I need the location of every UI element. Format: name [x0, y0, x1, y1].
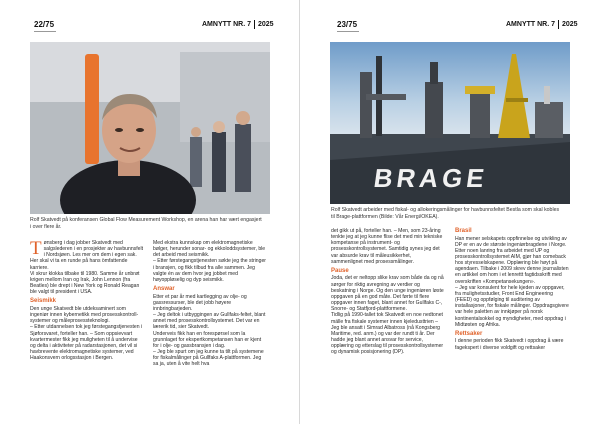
paragraph: det gikk ut på, forteller han. – Men, som 23-åring tenkte jeg at jeg kunne flise det med min tekniske kompetanse på instrument- og prosesskontrollsystemet. Samtidig synes jeg det var absurde krav til måleusikkerhet, sammenlignet med prosessmålinger. — [331, 228, 443, 265]
left-magazine-name: AMNYTT NR. 7 — [202, 21, 251, 28]
left-magazine-year: 2025 — [258, 21, 274, 28]
section-heading: Answar — [153, 286, 175, 293]
paragraph: – Etter førstegangstjenesten søkte jeg the stringer i bransjen, og fikk tilbud fra alle sammen. Jeg valgte én av dem hvor jeg jobbet med høyoppløselig og dyp seismikk. — [153, 258, 266, 283]
platform-deck-lettering: BRAGE — [371, 163, 490, 193]
paragraph: Den unge Skatvedt ble utdeksaminert som ingeniør innen kybernetikk med prosesskontroll-systemer og måleprosessteknologi. — [30, 305, 139, 325]
intro-paragraph — [30, 240, 143, 271]
portrait-illustration — [30, 42, 270, 214]
portrait-caption: Rolf Skatvedt på konferansen Global Flow Measurement Workshop, en arena han har vært engasjert i over flere år. — [30, 217, 262, 230]
right-page-number: 23/75 — [337, 20, 358, 29]
paragraph: Underveis fikk han en forespørsel som la grunnlaget for ekspertkompetansen han er kjent for i olje- og gassbransjen i dag. — [153, 330, 262, 349]
drop-cap: T — [30, 238, 42, 259]
paragraph: – Jeg ble spurt om jeg kunne ta tilt på systemene for fiskalmålinger på Gullfaks A-plattformen. Jeg sa ja, uten å vite helt hva — [153, 349, 264, 368]
left-magazine-header — [202, 20, 274, 29]
right-magazine-year: 2025 — [562, 21, 578, 28]
intro-text: ønsberg i dag jobber Skatvedt med salgslederen i en prosjekter av havbunnsfelt i Nordsjøen. Les mer om dem i egen sak. Her skal vi ta en runde på hans ömfattende karriere. — [30, 240, 143, 271]
paragraph: Joda, det er neltopp slike krav som både da og nå sørger for riktig avregning av verdier og beskatning i Norge. Og den unge ingeniøren løste oppgaven på en god måte. Det førte til flere oppgaver innen faget, blant annet for Gullfaks C-, Snorre- og Statfjord-plattformene. — [331, 275, 444, 313]
platform-photo — [330, 42, 570, 204]
platform-caption: Rolf Skatvedt arbeider med fiskal- og allokeringsmålinger for havbunnsfeltet Bestla som skal kobles til Brage-plattformen (Bilde: Vår Energi/OKEA). — [331, 207, 560, 220]
left-header-divider — [254, 20, 255, 29]
left-page-number: 22/75 — [34, 20, 55, 29]
section-heading: Seismikk — [30, 298, 57, 305]
right-magazine-header — [506, 20, 578, 29]
paragraph: Med ekstra kunnskap om elektromagnetiske bølger, herunder sonar- og ekkoloddsystemer, ble det arbeid med seismikk. — [153, 240, 266, 259]
right-header-divider — [558, 20, 559, 29]
right-column-2 — [455, 228, 569, 351]
platform-illustration — [330, 42, 570, 204]
paragraph: Vi skrur klokka tilbake til 1980. Samme år unbrøt krigen mellom Iran og Irak, John Lennon (fra Beatles) ble drept i New York og Ronald Reagan ble valgt til president i USA. — [30, 270, 140, 296]
paragraph: Han mener selskapets oppfinnelse og utvikling av DP er en av de største ingeniørbragdene i Norge. Etter noen lanring fra arbeidet med UP og prosesskontrollsystemet AIM, gjør han comeback hos styresselskapene. Opplæring ble høyt på agendaen. Tilbake i 2009 skrev denne journalisten en artikkel om hom i et lenrettt fagtidsskrift med overskriften «Kompetansekungen». — [455, 235, 569, 285]
section-heading: Pause — [331, 267, 349, 274]
paragraph: – Jeg var konsulent for hele kjeden av oppgaver, fra mulighetsstudier, Front End Engineering (FEED) og oppfølging til auditering av installasjoner, for fiskale målinger. Oppdragsgivere var hele paletten av innkjøper på norsk kontinentalsokkel og myndigheter, med oppdrag i Midtøsten og Afrika. — [455, 284, 569, 328]
right-column-1 — [331, 228, 444, 355]
paragraph: Tidlig på 1990-tallet tok Skatvedt en noe nedtonet mälle fra fiskale systemer innen kjeledusttrien – Jeg ble ansatt i Simrad Albatross (nå Kongsberg Maritime, red. anm.) og var der rundt ti år. Der hadde jeg blant annet ansvar for service, opplæring og etterslag til prosesskontrollsystemer og dynamisk posisjonering (DP). — [331, 312, 444, 356]
paragraph: – Etter utdannelsen tok jeg førstegangstjenesten i Sjøforsvaret, forteller han. – Som oppsievvart kvartermester fikk jeg muligheten til å undervise og delta i aktiviteter på radarstasjonen, det vil si havbrevente elektromagnetiske systemer, ved Haakonsvern orlogsstasjon i Bergen. — [30, 324, 143, 362]
section-heading: Brasil — [455, 228, 472, 234]
paragraph: – Jeg deltok i utbyggingen av Gullfaks-feltet, blant annet med prosesskontrollsystemet. Det var en lærerik tid, sier Skatvedt. — [153, 312, 266, 331]
right-page — [300, 0, 600, 424]
left-column-2 — [153, 240, 267, 367]
paragraph: I denne perioden fikk Skatvedt i oppdrag å være fagekspert i diverse voldgift og rettsaker — [455, 338, 564, 351]
right-magazine-name: AMNYTT NR. 7 — [506, 21, 555, 28]
portrait-photo — [30, 42, 270, 214]
paragraph: Etter et par år med kartlegging av olje- og gassressurser, ble det jobb høyere innbringbarjeden. — [153, 293, 247, 312]
section-heading: Rettsaker — [455, 330, 483, 337]
left-column-1 — [30, 240, 143, 361]
